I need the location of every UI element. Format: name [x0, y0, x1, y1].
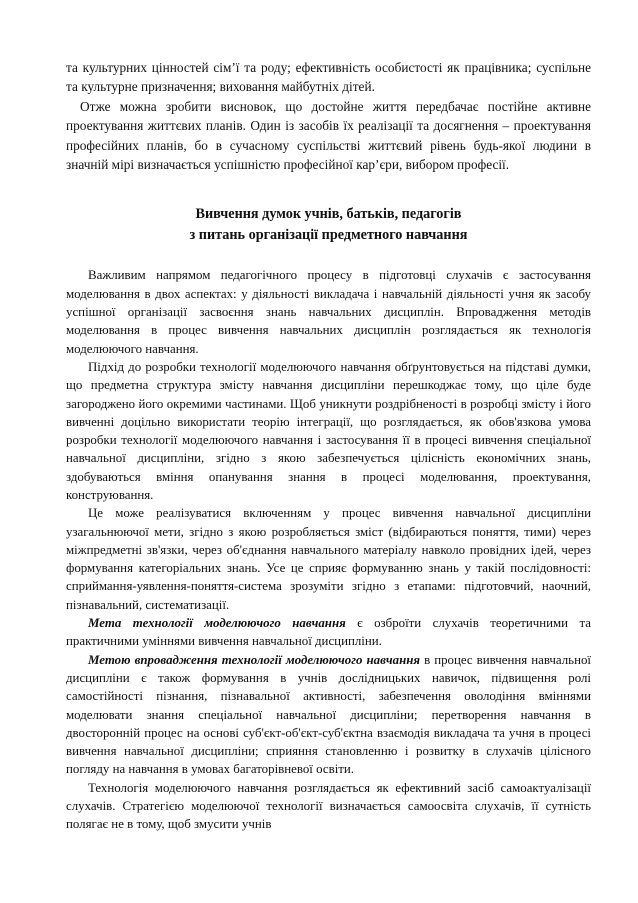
body-paragraph-2: Підхід до розробки технології моделюючого навчання обґрунтовується на підставі думки, що предметна структура змісту навчання дисципліни перешкоджає тому, що ціле буде загороджено його окремими частинами. Щоб уникнути роздрібненості в розробці змісту і його вивченні доцільно використати теорію інтеграції, що розглядається, як обов'язкова умова розробки технології моделюючого навчання і застосування її в процесі вивчення спеціальної навчальної дисципліни, згідно з якою забезпечується цілісність економічних знань, здобуваються вміння опанування знання в процесі моделювання, проектування, конструювання. [66, 359, 591, 502]
body-paragraph-4 [66, 614, 591, 651]
purpose-text: в процес вивчення навчальної дисципліни є також формування в учнів дослідницьких навичок, підвищення ролі самостійності пізнання, пізнавальної активності, забезпечення оволодіння вміннями моделювати знання спеціальної навчальної дисципліни; перетворення навчання в двосторонній процес на основі суб'єкт-об'єкт-суб'єктна взаємодія викладача та учня в процесі вивчення навчальної дисципліни; сприяння становленню і розвитку в слухачів цілісного погляду на навчання в умовах багаторівневої освіти. [66, 652, 591, 777]
section-heading-line-2: з питань організації предметного навчання [189, 227, 468, 244]
goal-text: є озброїти слухачів теоретичними та практичними уміннями вивчення навчальної дисципліни. [66, 616, 591, 649]
section-heading-line-1: Вивчення думок учнів, батьків, педагогів [195, 206, 462, 223]
body-paragraph-1: Важливим напрямом педагогічного процесу в підготовці слухачів є застосування моделювання в двох аспектах: у діяльності викладача і навчальній діяльності учня як засобу успішної організації засвоєння знань навчальних дисциплін. Впровадження методів моделювання в процес вивчення навчальних дисциплін розглядається як технологія моделюючого навчання. [66, 268, 591, 356]
document-page [66, 58, 591, 834]
intro-paragraph-2: Отже можна зробити висновок, що достойне життя передбачає постійне активне проектування життєвих планів. Один із засобів їх реалізації та досягнення – проектування професійних планів, бо в сучасному суспільстві життєвий рівень будь-якої людини в значній мірі визначається успішністю професійної кар’єри, вибором професії. [66, 98, 591, 173]
purpose-term: Метою впровадження технології моделюючого навчання [88, 652, 421, 667]
intro-paragraph-1: та культурних цінностей сім’ї та роду; ефективність особистості як працівника; суспільне та культурне призначення; виховання майбутніх дітей. [66, 60, 591, 95]
section-body [66, 266, 591, 833]
goal-term: Мета технології моделюючого навчання [88, 616, 346, 631]
section-heading [66, 204, 591, 246]
body-paragraph-3: Це може реалізуватися включенням у процес вивчення навчальної дисципліни узагальнюючої мети, згідно з якою розробляється зміст (відбираються поняття, тими) через міжпредметні зв'язки, через об'єднання навчального матеріалу навколо провідних ідей, через формування категоріальних знань. Усе це сприяє формуванню знань у такій послідовності: сприймання-уявлення-поняття-система зрозуміти згідно з етапами: підготовчий, наочний, пізнавальний, систематизації. [66, 506, 591, 612]
body-paragraph-6: Технологія моделюючого навчання розглядається як ефективний засіб самоактуалізації слухачів. Стратегією моделюючої технології визначається самоосвіта слухачів, її сутність полягає не в тому, щоб змусити учнів [66, 780, 591, 832]
body-paragraph-5 [66, 651, 591, 779]
